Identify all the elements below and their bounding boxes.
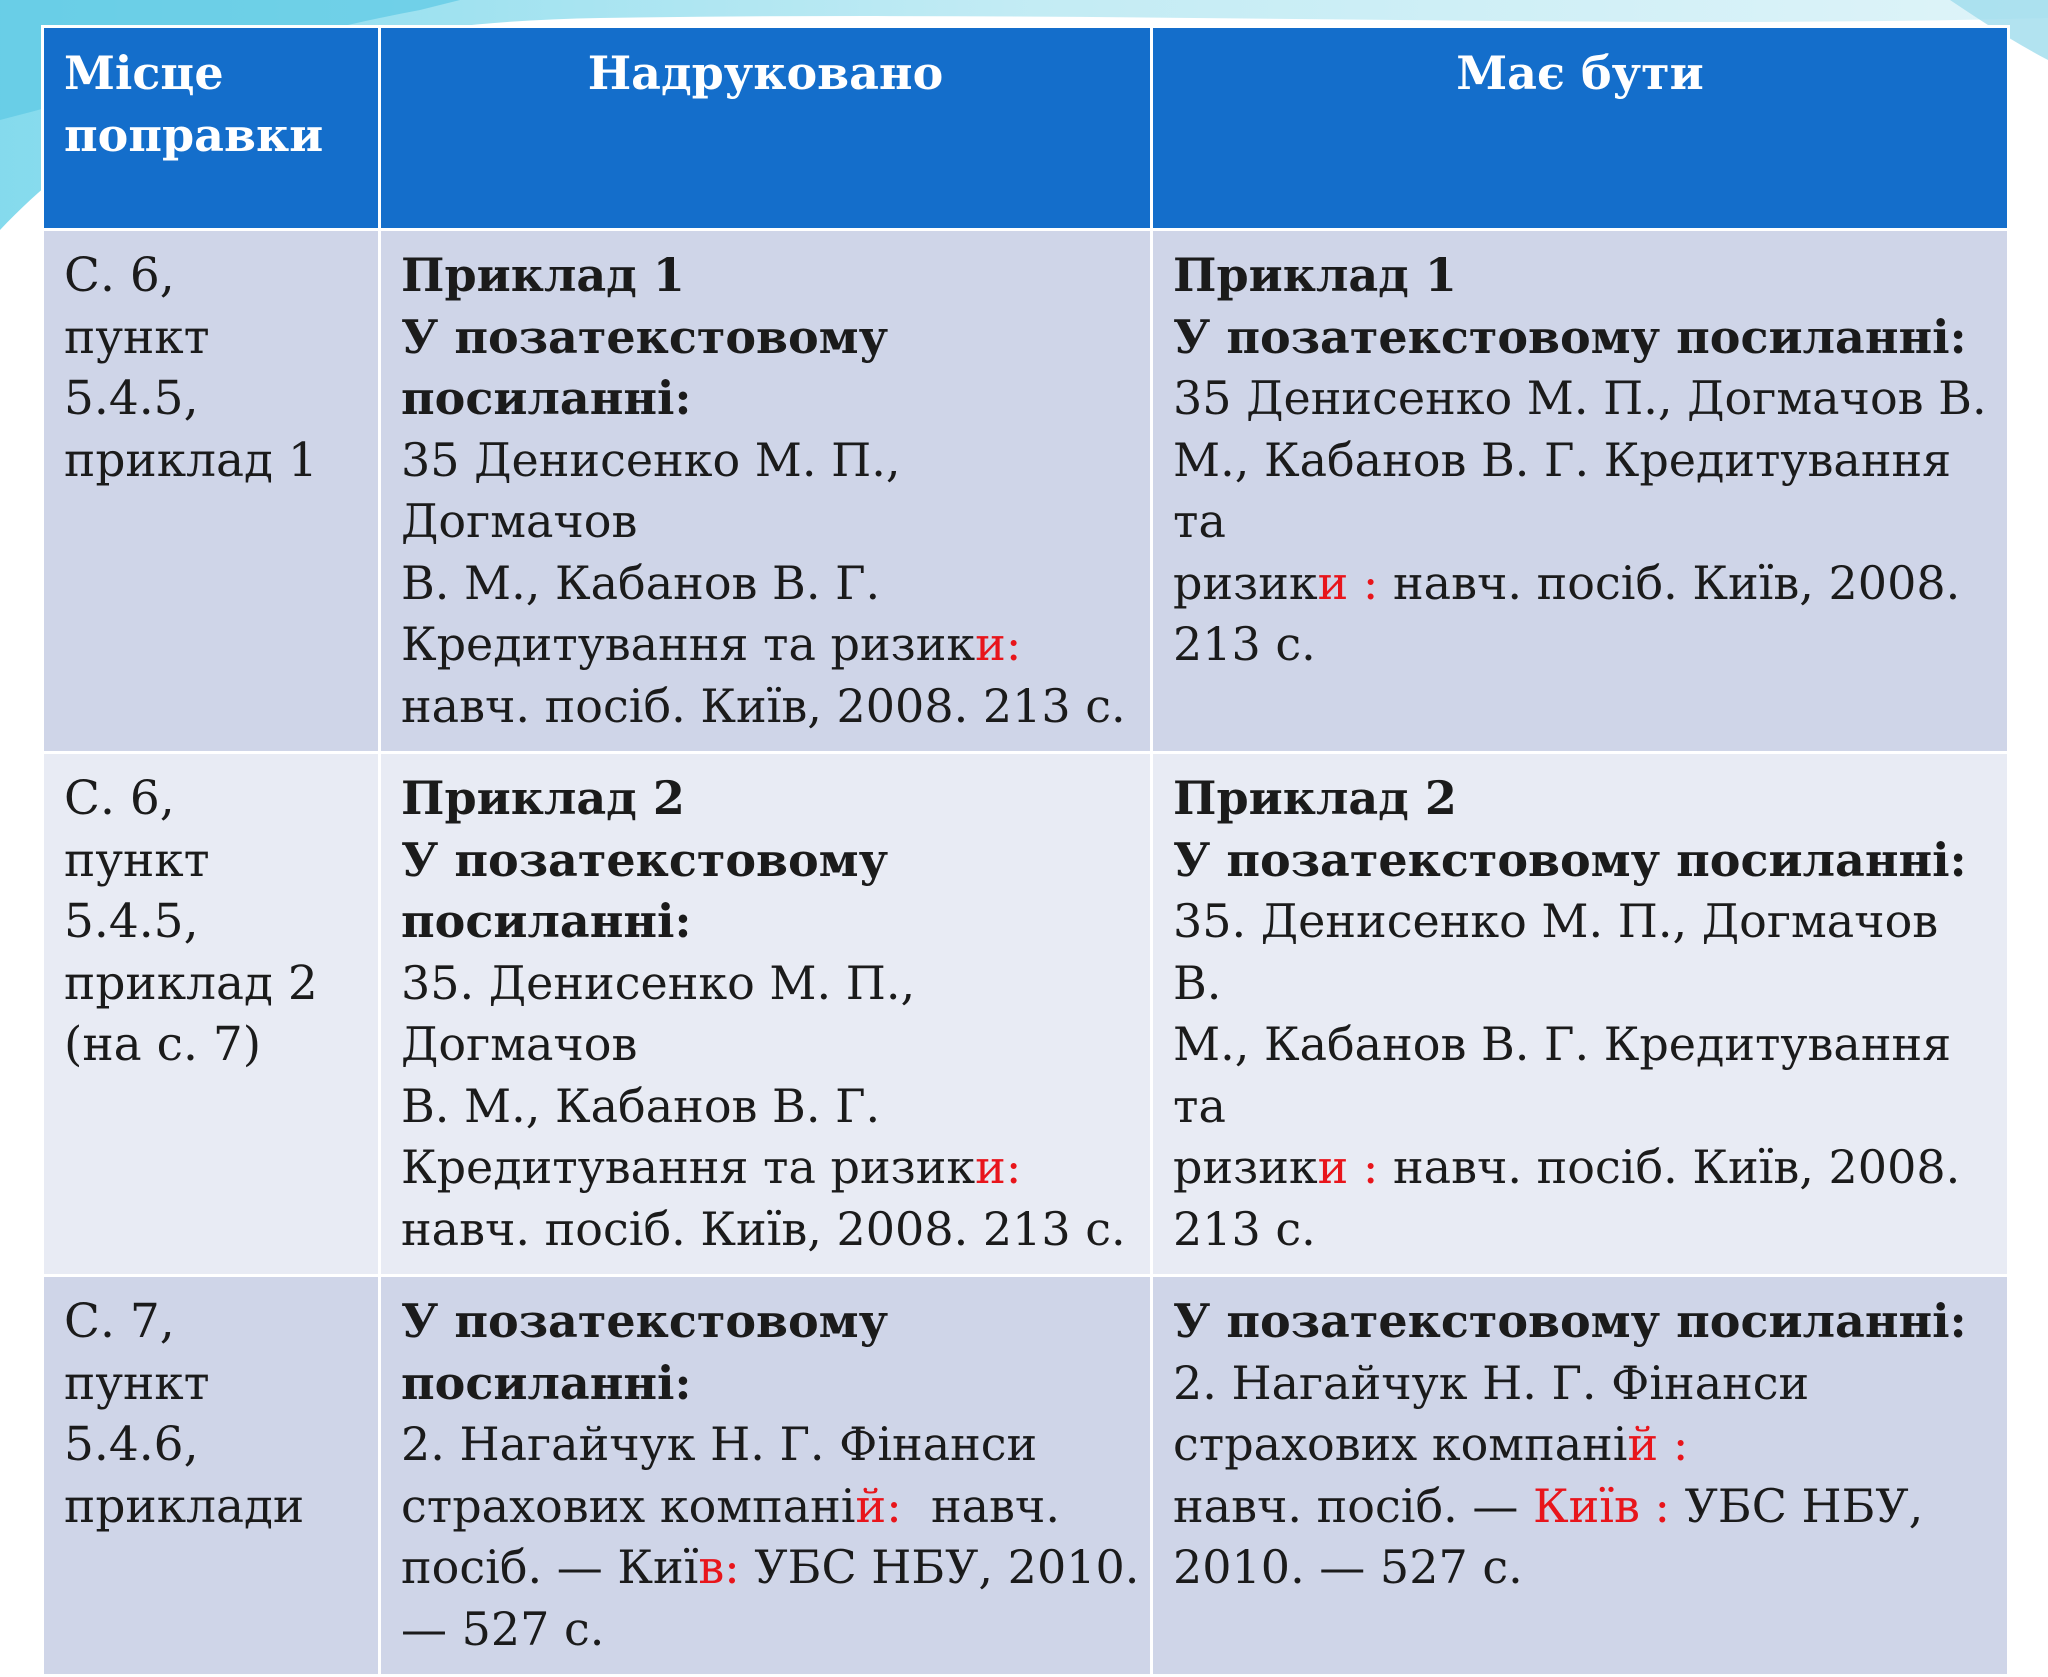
place-line: С. 6, bbox=[64, 248, 175, 303]
reference-line: навч. посіб. Київ, 2008. 213 с. bbox=[401, 678, 1126, 733]
reference-line: 2010. — 527 с. bbox=[1173, 1540, 1523, 1594]
place-line: пункт 5.4.5, bbox=[64, 309, 210, 426]
place-line: пункт 5.4.5, bbox=[64, 832, 210, 949]
reference-text: навч. посіб. Київ, 2008. bbox=[1378, 555, 1961, 610]
reference-line: В. М., Кабанов В. Г. bbox=[401, 555, 881, 610]
cell-printed bbox=[380, 753, 1152, 1276]
cell-correct bbox=[1152, 1276, 2009, 1676]
reference-line bbox=[401, 614, 1130, 676]
highlighted-error: в: bbox=[698, 1540, 740, 1594]
reference-text: УБС НБУ, 2010. bbox=[739, 1540, 1140, 1594]
reference-line bbox=[1173, 1414, 1987, 1476]
cell-correct bbox=[1152, 753, 2009, 1276]
reference-line: 35. Денисенко М. П., Догмачов В. bbox=[1173, 894, 1939, 1010]
highlighted-correction: й : bbox=[1627, 1417, 1689, 1471]
place-line: пункт 5.4.6, bbox=[64, 1355, 210, 1472]
cell-place bbox=[43, 1276, 380, 1676]
reference-line: 213 с. bbox=[1173, 1201, 1316, 1256]
highlighted-error: и: bbox=[975, 617, 1022, 671]
reference-label: У позатекстовому посиланні: bbox=[401, 1294, 889, 1410]
reference-line bbox=[401, 1537, 1140, 1599]
reference-text: навч. посіб. Київ, 2008. bbox=[1378, 1140, 1961, 1194]
table-row bbox=[43, 230, 2009, 753]
header-printed: Надруковано bbox=[380, 27, 1152, 230]
cell-place bbox=[43, 230, 380, 753]
reference-text: ризик bbox=[1173, 555, 1318, 610]
highlighted-correction: и : bbox=[1317, 1140, 1379, 1194]
reference-text: страхових компані bbox=[1173, 1417, 1628, 1471]
place-line: приклад 2 bbox=[64, 955, 318, 1011]
place-line: С. 6, bbox=[64, 771, 175, 826]
cell-printed bbox=[380, 1276, 1152, 1676]
reference-line bbox=[1173, 1476, 1987, 1538]
header-place: Місце поправки bbox=[43, 27, 380, 230]
reference-line: 35 Денисенко М. П., Догмачов bbox=[401, 432, 901, 548]
highlighted-correction: Київ : bbox=[1533, 1478, 1671, 1533]
header-correct: Має бути bbox=[1152, 27, 2009, 230]
reference-line bbox=[401, 1476, 1130, 1538]
reference-line: 2. Нагайчук Н. Г. Фінанси bbox=[1173, 1355, 1810, 1410]
example-title: Приклад 1 bbox=[1173, 248, 1457, 302]
reference-text: страхових компані bbox=[401, 1478, 856, 1533]
reference-line: 2. Нагайчук Н. Г. Фінанси bbox=[401, 1417, 1038, 1471]
reference-line: 35 Денисенко М. П., Догмачов В. bbox=[1173, 371, 1987, 425]
table-row bbox=[43, 1276, 2009, 1676]
table-row bbox=[43, 753, 2009, 1276]
errata-table bbox=[41, 25, 2010, 1677]
highlighted-error: й: bbox=[855, 1478, 902, 1533]
reference-line: В. М., Кабанов В. Г. bbox=[401, 1078, 881, 1133]
reference-text: навч. посіб. — bbox=[1173, 1478, 1534, 1533]
reference-line: 35. Денисенко М. П., Догмачов bbox=[401, 955, 916, 1071]
reference-line bbox=[1173, 553, 1987, 615]
reference-line: навч. посіб. Київ, 2008. 213 с. bbox=[401, 1201, 1126, 1256]
reference-label: У позатекстовому посиланні: bbox=[1173, 309, 1967, 364]
highlighted-error: и: bbox=[975, 1140, 1022, 1194]
cell-printed bbox=[380, 230, 1152, 753]
reference-line bbox=[401, 1137, 1130, 1199]
place-line: С. 7, bbox=[64, 1294, 175, 1349]
reference-label: У позатекстовому посиланні: bbox=[401, 309, 889, 425]
highlighted-correction: и : bbox=[1317, 555, 1379, 610]
cell-place bbox=[43, 753, 380, 1276]
example-title: Приклад 1 bbox=[401, 248, 685, 302]
reference-line bbox=[1173, 1137, 1987, 1199]
reference-text: ризик bbox=[1173, 1140, 1318, 1194]
cell-correct bbox=[1152, 230, 2009, 753]
reference-text: Кредитування та ризик bbox=[401, 617, 976, 671]
reference-line: М., Кабанов В. Г. Кредитування та bbox=[1173, 1017, 1952, 1133]
example-title: Приклад 2 bbox=[401, 771, 685, 825]
place-line: приклади bbox=[64, 1478, 305, 1534]
reference-text: УБС НБУ, bbox=[1670, 1478, 1924, 1533]
header-row bbox=[43, 27, 2009, 230]
reference-line: М., Кабанов В. Г. Кредитування та bbox=[1173, 432, 1952, 548]
example-title: Приклад 2 bbox=[1173, 771, 1457, 825]
reference-line: — 527 с. bbox=[401, 1601, 605, 1656]
reference-label: У позатекстовому посиланні: bbox=[1173, 832, 1967, 887]
reference-text: Кредитування та ризик bbox=[401, 1140, 976, 1194]
reference-text: посіб. — Киї bbox=[401, 1540, 699, 1594]
reference-label: У позатекстовому посиланні: bbox=[401, 832, 889, 948]
place-line: приклад 1 bbox=[64, 432, 318, 488]
reference-label: У позатекстовому посиланні: bbox=[1173, 1294, 1967, 1348]
place-line: (на с. 7) bbox=[64, 1017, 262, 1072]
reference-line: 213 с. bbox=[1173, 617, 1316, 671]
reference-text: навч. bbox=[901, 1478, 1060, 1533]
